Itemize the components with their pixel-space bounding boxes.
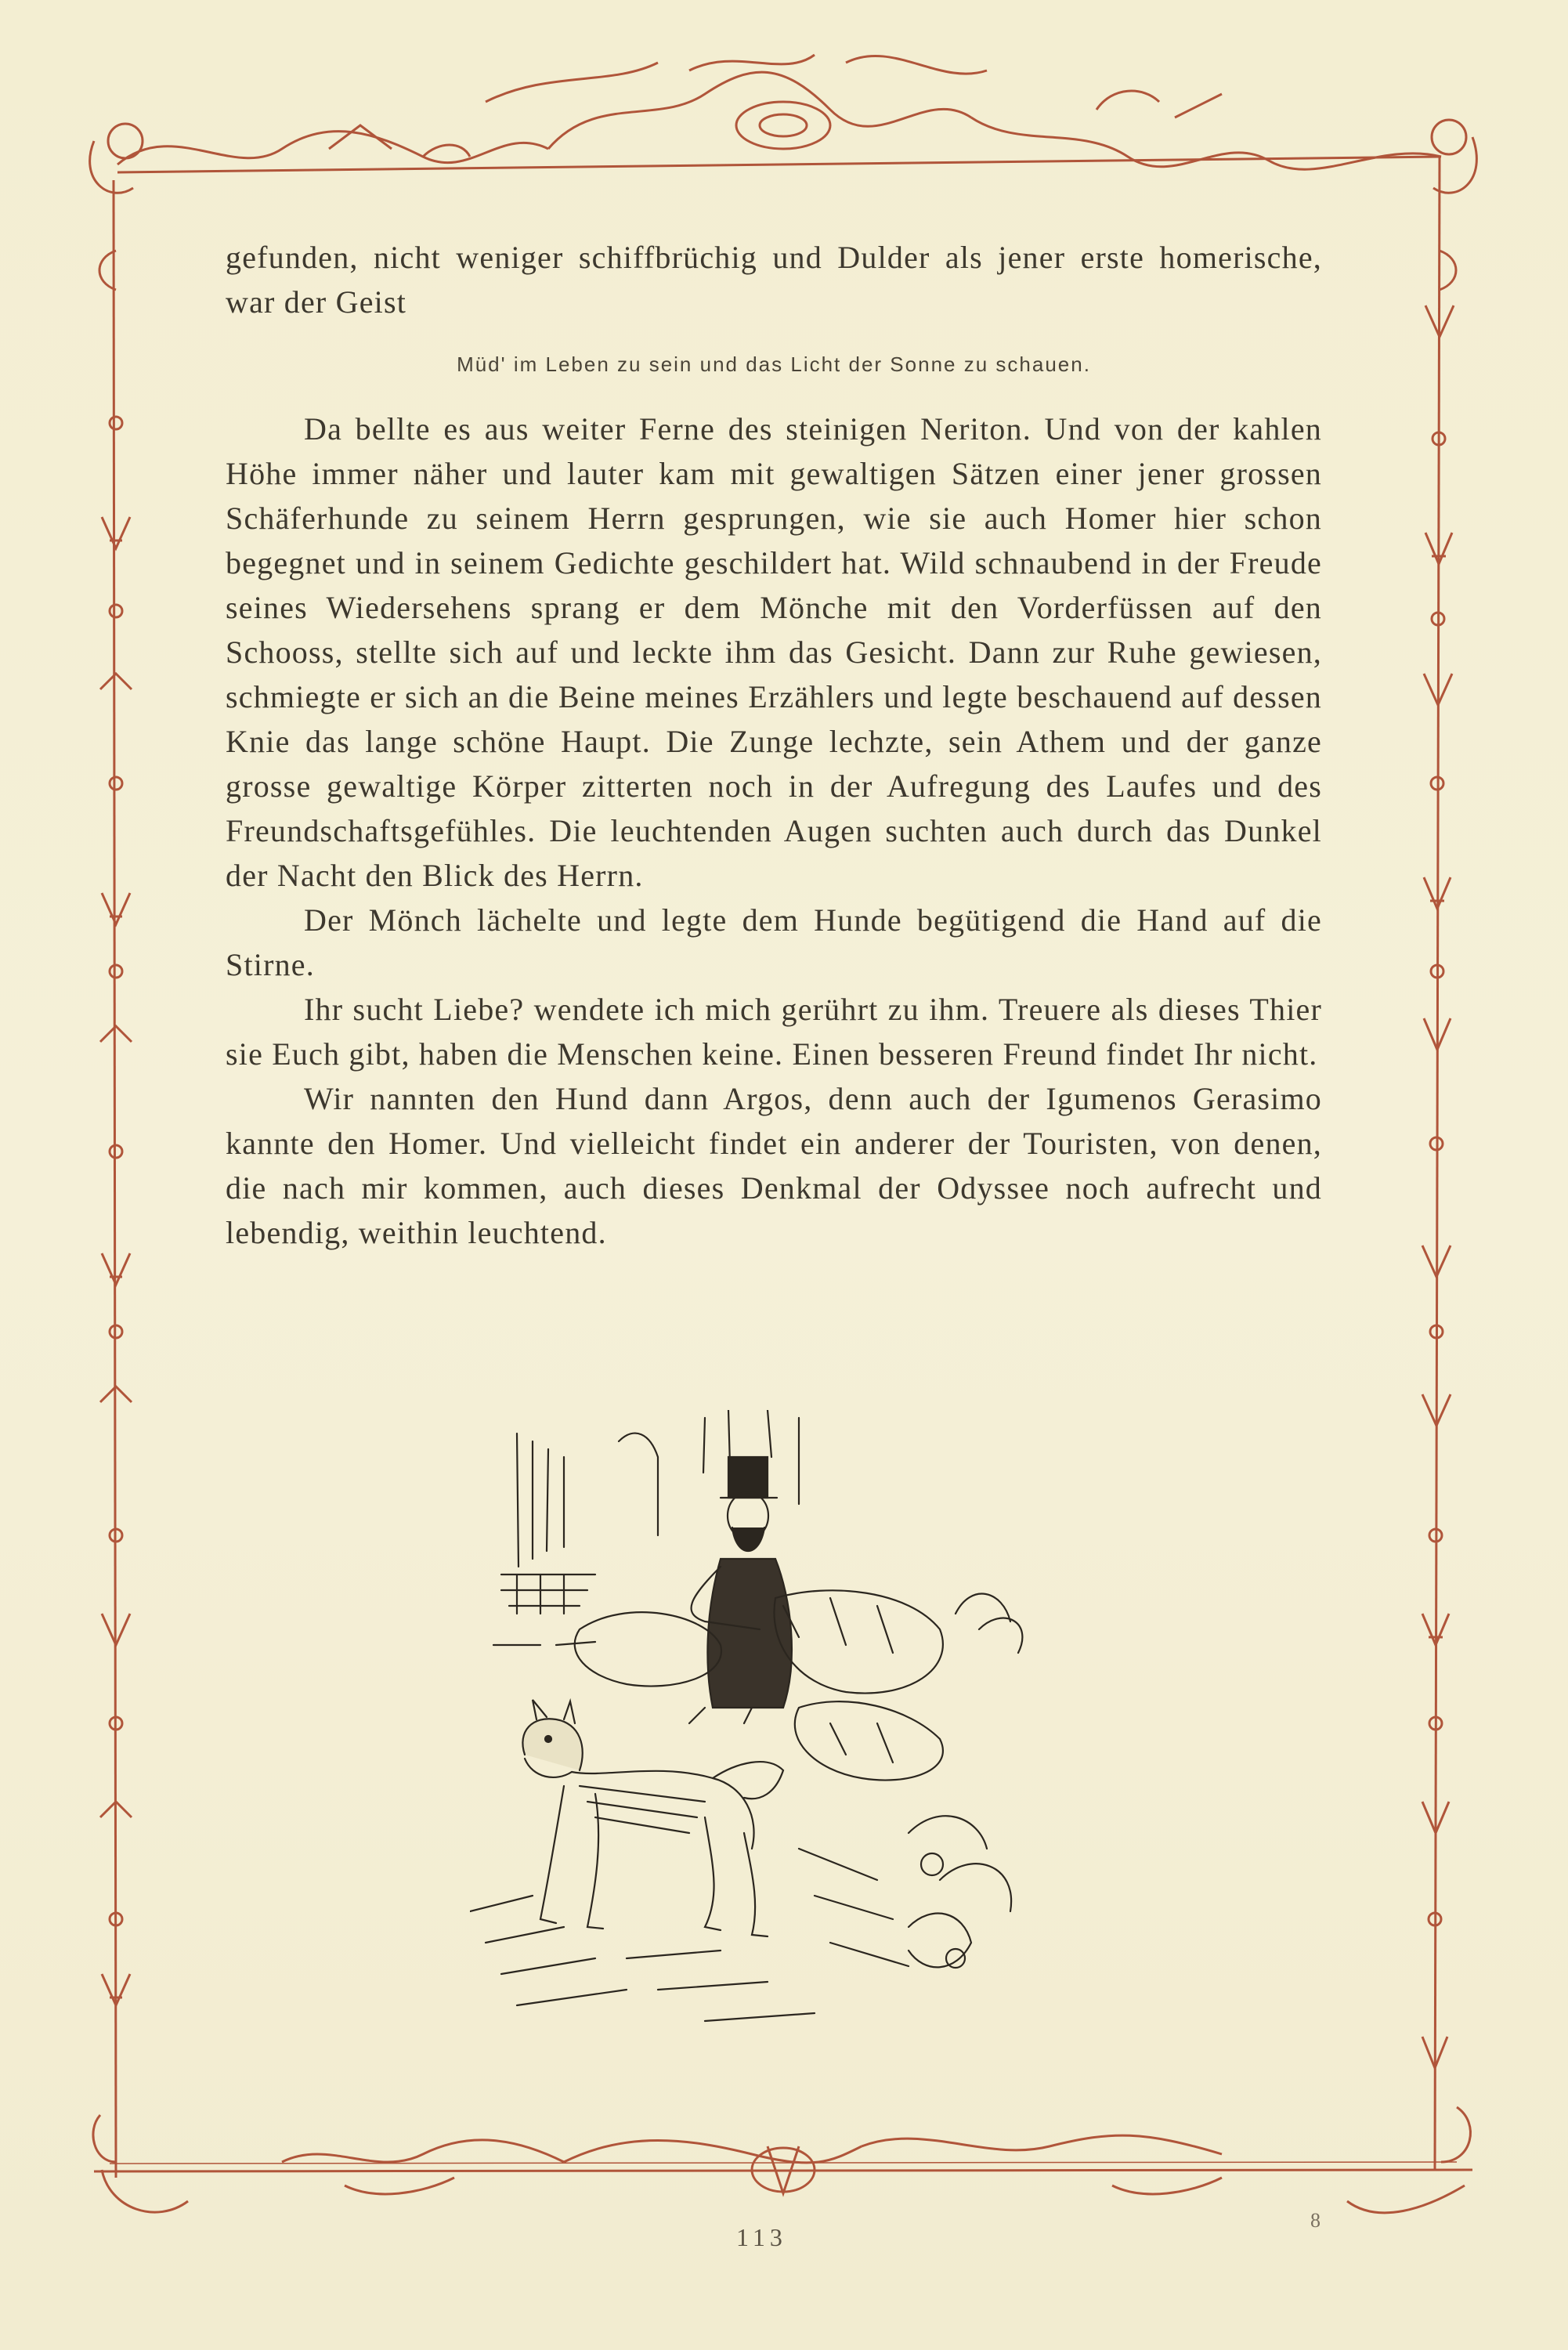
paragraph-5: Wir nannten den Hund dann Argos, denn auch der Igumenos Gerasimo kannte den Homer. Und vielleicht findet ein anderer der Touristen, von denen, die nach mir kommen, auch dieses Denkmal der Odyssee noch aufrecht und lebendig, weithin leuchtend. bbox=[226, 1081, 1322, 1250]
body-text bbox=[226, 235, 1322, 1255]
right-side-ornaments bbox=[1422, 251, 1470, 2162]
top-garland-ornament bbox=[90, 55, 1477, 193]
border-bottom-line bbox=[94, 2170, 1472, 2171]
paragraph-4: Ihr sucht Liebe? wendete ich mich gerührt zu ihm. Treuere als dieses Thier sie Euch gibt, haben die Menschen keine. Einen besseren Freund findet Ihr nicht. bbox=[226, 992, 1322, 1072]
monk-and-dog-illustration bbox=[470, 1410, 1097, 2052]
monk-figure bbox=[689, 1457, 792, 1723]
bottom-garland-ornament bbox=[102, 2135, 1465, 2213]
border-right-line bbox=[1435, 157, 1440, 2170]
foliage bbox=[909, 1594, 1022, 1968]
signature-mark: 8 bbox=[1310, 2209, 1321, 2232]
paragraph-1: gefunden, nicht weniger schiffbrüchig und Dulder als jener erste homerische, war der Geist bbox=[226, 240, 1322, 320]
paragraph-3: Der Mönch lächelte und legte dem Hunde begütigend die Hand auf die Stirne. bbox=[226, 902, 1322, 982]
border-left-line bbox=[114, 180, 116, 2178]
ground-hatching bbox=[470, 1849, 909, 2021]
left-side-ornaments bbox=[93, 251, 132, 2162]
dog-figure bbox=[522, 1700, 783, 1936]
paragraph-2: Da bellte es aus weiter Ferne des steinigen Neriton. Und von der kahlen Höhe immer näher und lauter kam mit gewaltigen Sätzen einer jener grossen Schäferhunde zu seinem Herrn gesprungen, wie sie auch Homer hier schon begegnet und in seinem Gedichte geschildert hat. Wild schnaubend in der Freude seines Wiedersehens sprang er dem Mönche mit den Vorderfüssen auf den Schooss, stellte sich auf und leckte ihm das Gesicht. Dann zur Ruhe gewiesen, schmiegte er sich an die Beine meines Erzählers und legte beschauend auf dessen Knie das lange schöne Haupt. Die Zunge lechzte, sein Athem und der ganze grosse gewaltige Körper zitterten noch in der Aufregung des Laufes und des Freundschaftsgefühles. Die leuchtenden Augen suchten auch durch das Dunkel der Nacht den Blick des Herrn. bbox=[226, 411, 1322, 893]
border-top-line bbox=[117, 157, 1441, 172]
verse-line: Müd' im Leben zu sein und das Licht der Sonne zu schauen. bbox=[457, 352, 1091, 376]
page-number: 113 bbox=[736, 2223, 787, 2251]
